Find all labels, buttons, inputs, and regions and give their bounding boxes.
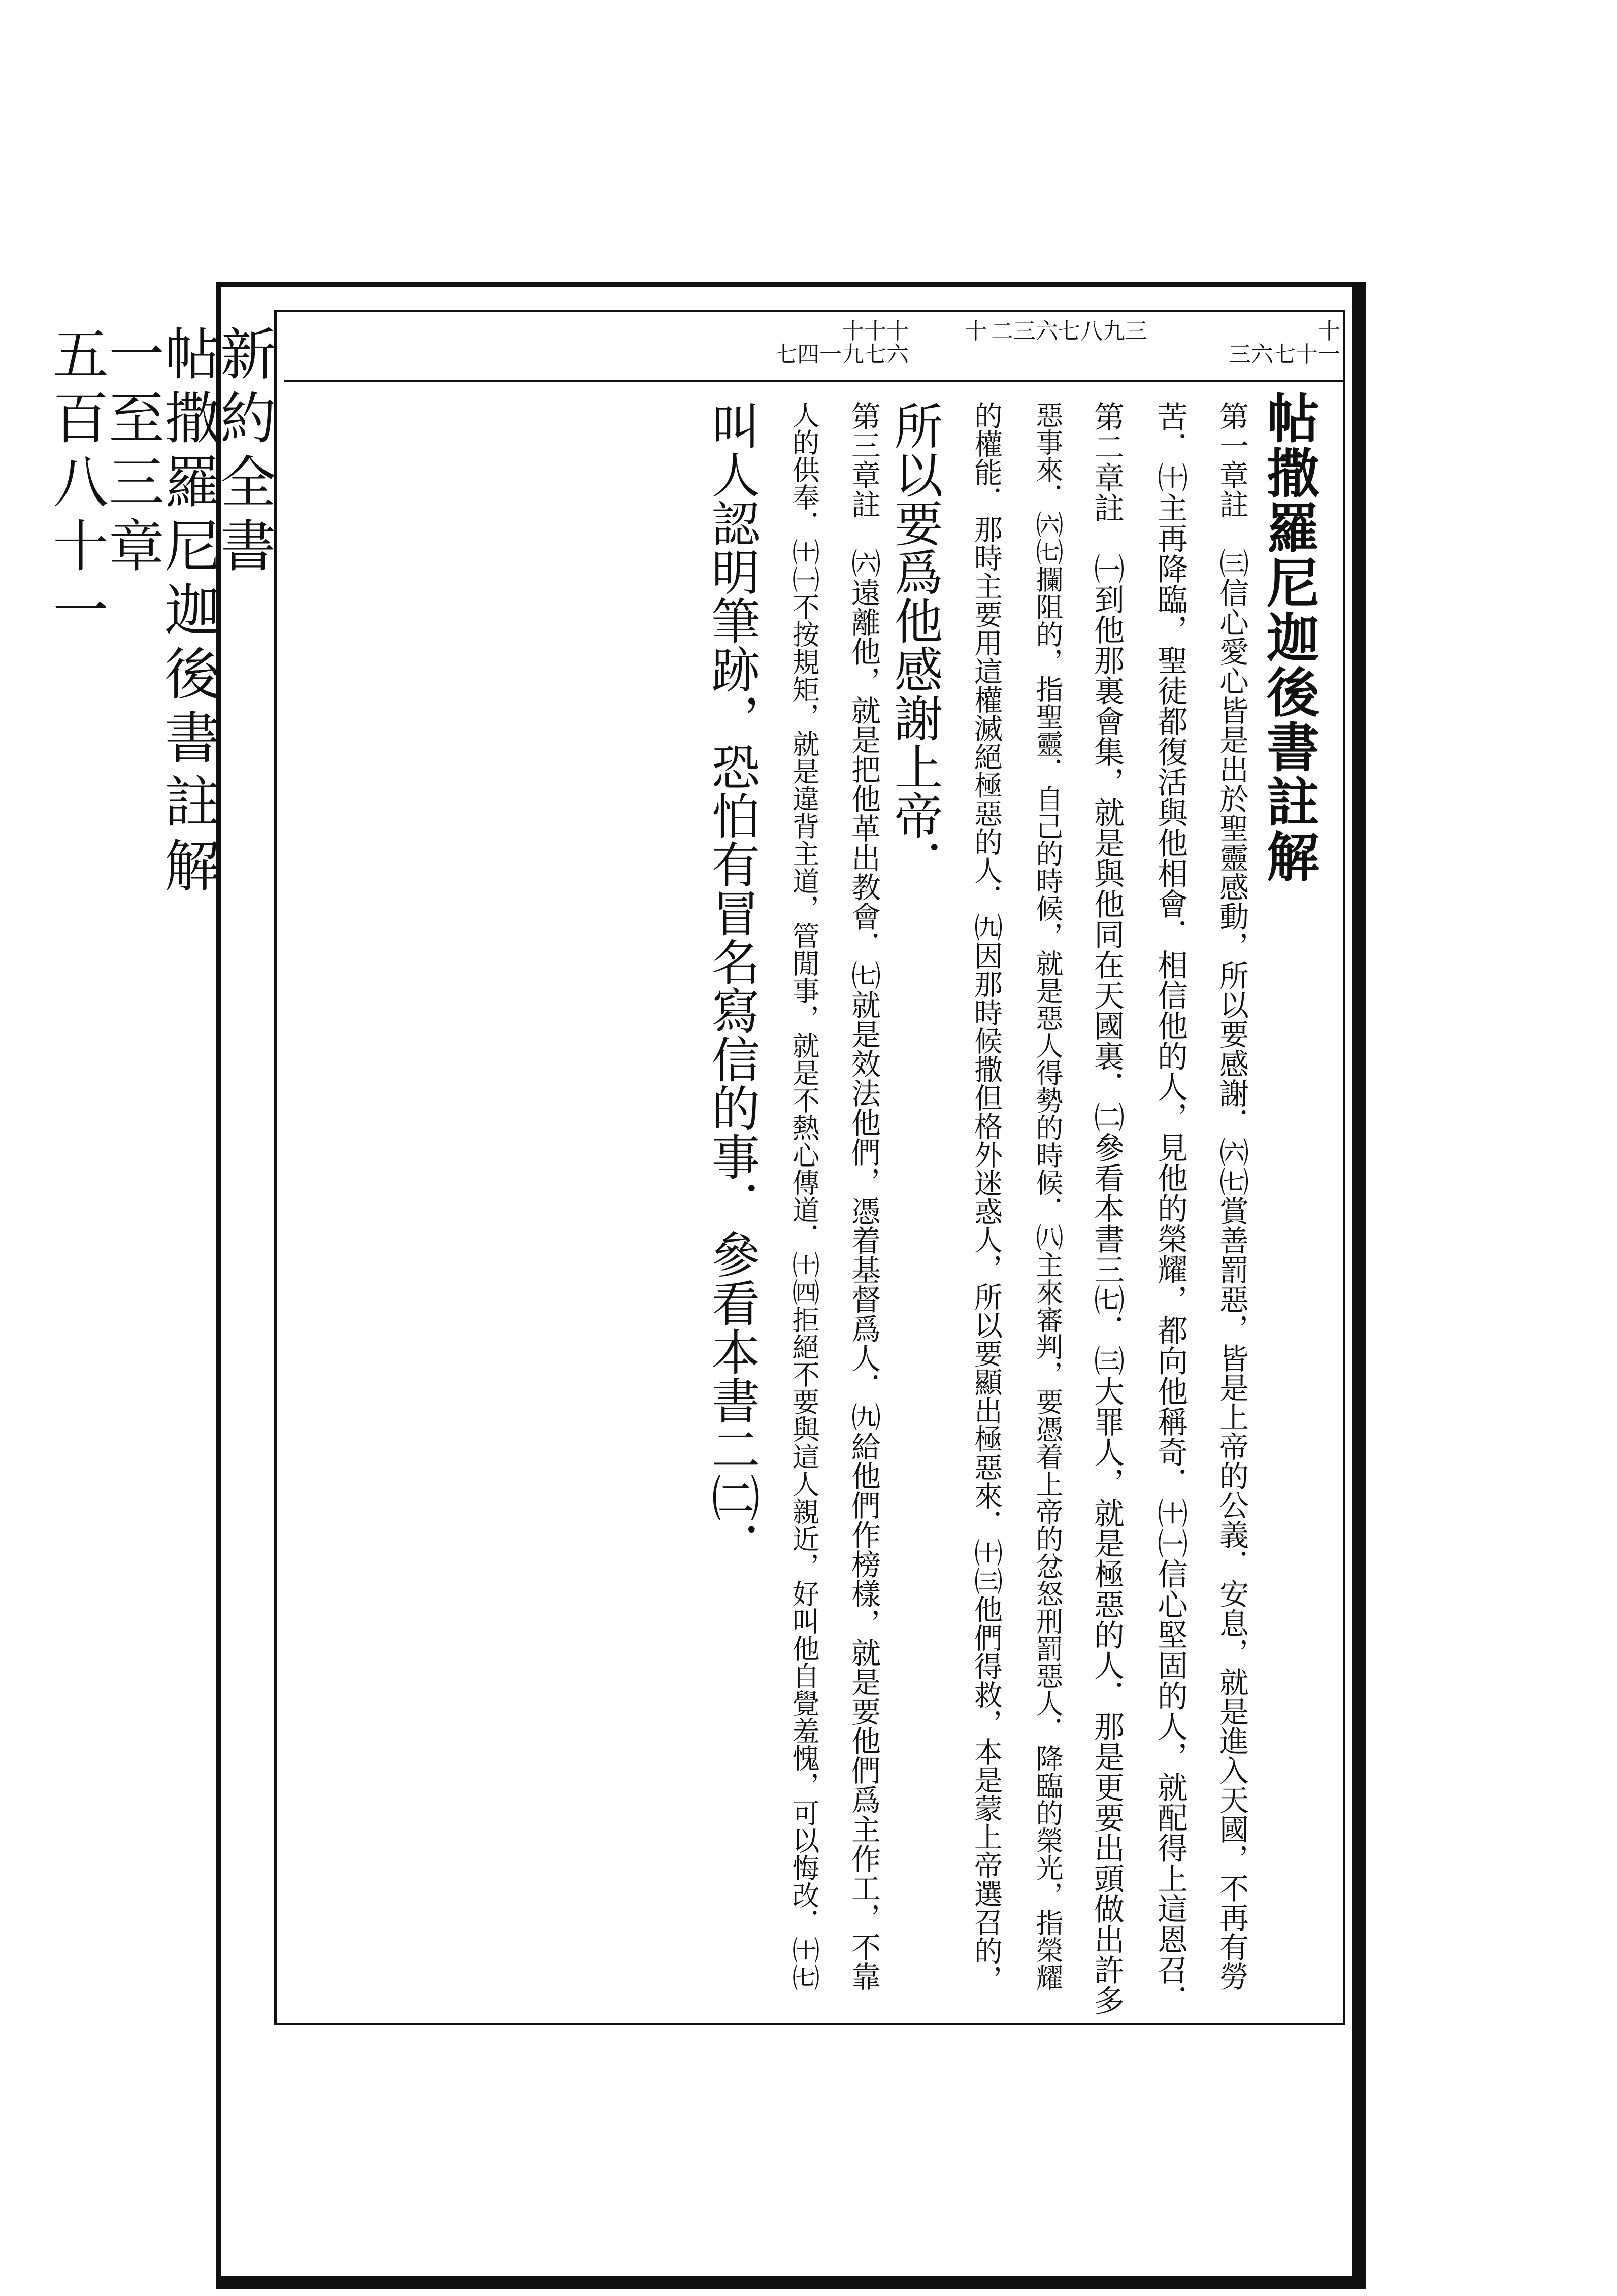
page-title: 帖撒羅尼迦後書註解 (1258, 391, 1320, 884)
text-column-1: 第一章註 ㈢信心愛心皆是出於聖靈感動，所以要感謝．㈥㈦賞善罰惡，皆是上帝的公義．安息，就是進入天國，不再有勞 (1214, 401, 1249, 1991)
text-column-8: 人的供奉．㈩㈠不按規矩，就是違背主道，管閒事，就是不熱心傳道．㈩㈣拒絕不要與這人親近，好叫他自覺羞愧，可以悔改．㈩㈦ (788, 401, 820, 1991)
reference-top: 十 (1318, 318, 1340, 344)
book-title: 新約全書 (211, 325, 276, 581)
chapter-range: 一至三章 (100, 325, 164, 581)
reference-top: 十十十 (842, 318, 909, 344)
spine-header (44, 325, 276, 961)
text-column-5: 的權能．那時主要用這權滅絕極惡的人．㈨因那時候撒但格外迷惑人，所以要顯出極惡來．㈩㈢他們得救，本是蒙上帝選召的， (970, 401, 1003, 1993)
reference-bottom: 七四一九七六 (775, 342, 909, 368)
reference-rule (284, 380, 1345, 382)
page-number: 五百八十一 (44, 325, 109, 645)
reference-bottom: 二三六七八九三 (991, 318, 1147, 344)
text-column-9: 叫人認明筆跡，恐怕有冒名寫信的事．參看本書二㈡． (704, 401, 761, 1571)
reference-bottom: 三六七十一 (1229, 342, 1340, 368)
text-column-2: 苦．㈩主再降臨，聖徒都復活與他相會．相信他的人，見他的榮耀，都向他稱奇．㈩㈠信心堅固的人，就配得上這恩召． (1152, 401, 1188, 2015)
text-column-7: 第三章註 ㈥遠離他，就是把他革出教會．㈦就是效法他們，憑着基督爲人．㈨給他們作榜樣，就是要他們爲主作工，不靠 (846, 401, 881, 1991)
text-column-3: 第二章註 ㈠到他那裏會集，就是與他同在天國裏．㈡參看本書三㈦．㈢大罪人，就是極惡的人．那是更要出頭做出許多 (1089, 401, 1125, 2015)
reference-group-1 (1158, 320, 1340, 367)
reference-group-3 (965, 320, 995, 343)
text-column-6: 所以要爲他感謝上帝． (886, 401, 943, 888)
epistle-title: 帖撒羅尼迦後書註解 (155, 325, 220, 901)
reference-group-4 (751, 320, 909, 367)
text-column-4: 惡事來．㈥㈦攔阻的，指聖靈．自己的時候，就是惡人得勢的時候．㈧主來審判，要憑着上帝的忿怒刑罰惡人．降臨的榮光，指榮耀 (1032, 401, 1064, 1991)
reference-top: 十 (965, 318, 987, 344)
